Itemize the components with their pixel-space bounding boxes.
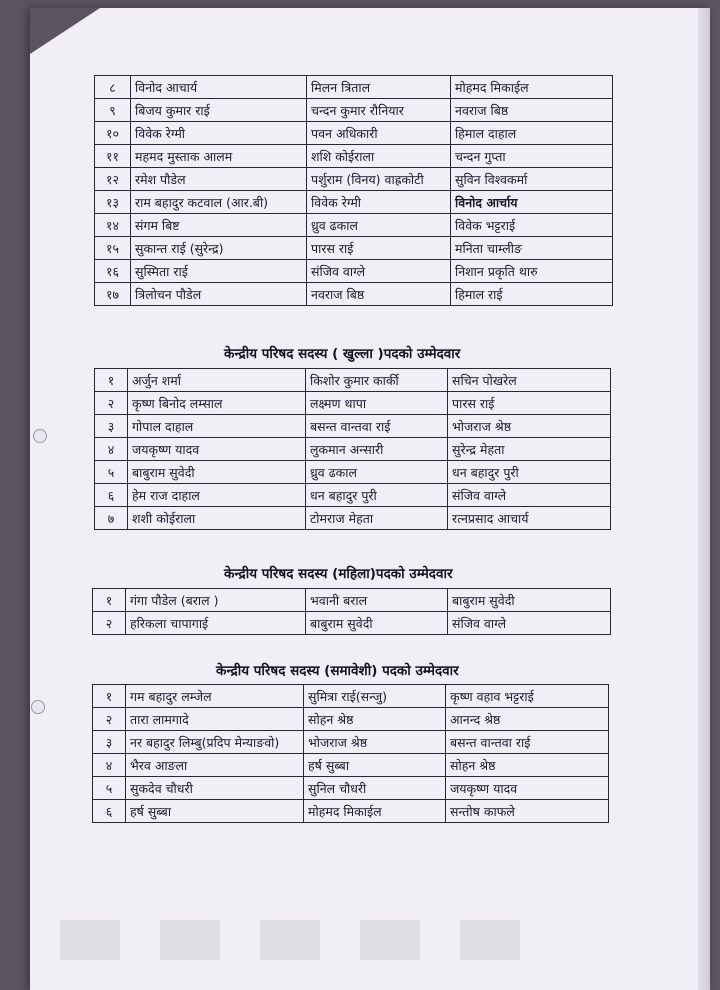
table-row xyxy=(95,283,613,306)
candidate-name: विवेक रेग्मी xyxy=(307,191,451,214)
section-heading-women: केन्द्रीय परिषद सदस्य (महिला)पदको उम्मेदवार xyxy=(224,566,453,582)
serial-number: १५ xyxy=(95,237,131,260)
candidate-name: सोहन श्रेष्ठ xyxy=(446,754,609,777)
candidates-table-women xyxy=(92,588,611,635)
candidate-name: हर्ष सुब्बा xyxy=(126,800,304,823)
serial-number: ११ xyxy=(95,145,131,168)
candidate-name: हिमाल राई xyxy=(451,283,613,306)
candidate-name: नवराज बिष्ठ xyxy=(451,99,613,122)
table-row xyxy=(95,438,611,461)
table-row xyxy=(95,369,611,392)
table-row xyxy=(95,237,613,260)
candidate-name: लुकमान अन्सारी xyxy=(306,438,448,461)
candidate-name: किशोर कुमार कार्की xyxy=(306,369,448,392)
candidate-name: हरिकला चापागाई xyxy=(126,612,306,635)
serial-number: १६ xyxy=(95,260,131,283)
candidate-name: बसन्त वान्तवा राई xyxy=(306,415,448,438)
candidate-name: नवराज बिष्ठ xyxy=(307,283,451,306)
candidate-name: पर्शुराम (विनय) वाह्रकोटी xyxy=(307,168,451,191)
serial-number: ३ xyxy=(95,415,128,438)
candidate-name: बिजय कुमार राई xyxy=(131,99,307,122)
candidate-name: पारस राई xyxy=(448,392,611,415)
table-row xyxy=(93,685,609,708)
candidate-name: पारस राई xyxy=(307,237,451,260)
serial-number: ६ xyxy=(95,484,128,507)
table-row xyxy=(95,122,613,145)
serial-number: १७ xyxy=(95,283,131,306)
bleed-through-text xyxy=(60,920,560,960)
candidate-name: सुनिल चौधरी xyxy=(304,777,446,800)
candidate-name: ध्रुव ढकाल xyxy=(307,214,451,237)
candidate-name: नर बहादुर लिम्बु(प्रदिप मेन्याङवो) xyxy=(126,731,304,754)
candidate-name: आनन्द श्रेष्ठ xyxy=(446,708,609,731)
candidate-name: पवन अधिकारी xyxy=(307,122,451,145)
candidate-name: गम बहादुर लम्जेल xyxy=(126,685,304,708)
candidate-name: चन्दन गुप्ता xyxy=(451,145,613,168)
punch-hole-upper xyxy=(33,429,47,443)
table-row xyxy=(95,260,613,283)
table-row xyxy=(95,99,613,122)
candidate-name: राम बहादुर कटवाल (आर.बी) xyxy=(131,191,307,214)
table-row xyxy=(93,777,609,800)
candidate-name: शशी कोईराला xyxy=(128,507,306,530)
candidate-name: चन्दन कुमार रौनियार xyxy=(307,99,451,122)
candidate-name: निशान प्रकृति थारु xyxy=(451,260,613,283)
table-row xyxy=(93,754,609,777)
table-row xyxy=(95,168,613,191)
serial-number: १० xyxy=(95,122,131,145)
table-row xyxy=(93,612,611,635)
serial-number: ४ xyxy=(93,754,126,777)
candidate-name: रमेश पौडेल xyxy=(131,168,307,191)
candidate-name: जयकृष्ण यादव xyxy=(446,777,609,800)
serial-number: २ xyxy=(93,612,126,635)
candidates-table-inclusive xyxy=(92,684,609,823)
candidate-name: कृष्ण वहाव भट्टराई xyxy=(446,685,609,708)
candidate-name: तारा लामगादे xyxy=(126,708,304,731)
candidate-name: धन बहादुर पुरी xyxy=(448,461,611,484)
serial-number: २ xyxy=(93,708,126,731)
table-row xyxy=(93,708,609,731)
table-row xyxy=(95,461,611,484)
candidate-name: विवेक भट्टराई xyxy=(451,214,613,237)
serial-number: ५ xyxy=(95,461,128,484)
serial-number: १३ xyxy=(95,191,131,214)
candidate-name: सुकदेव चौधरी xyxy=(126,777,304,800)
serial-number: १२ xyxy=(95,168,131,191)
candidate-name: सुरेन्द्र मेहता xyxy=(448,438,611,461)
candidate-name: सुमित्रा राई(सन्जु) xyxy=(304,685,446,708)
candidate-name: शशि कोईराला xyxy=(307,145,451,168)
candidate-name: संगम बिष्ट xyxy=(131,214,307,237)
candidate-name: संजिव वाग्ले xyxy=(307,260,451,283)
candidate-name: गोपाल दाहाल xyxy=(128,415,306,438)
serial-number: ६ xyxy=(93,800,126,823)
candidate-name: हर्ष सुब्बा xyxy=(304,754,446,777)
table-row xyxy=(95,507,611,530)
table-row xyxy=(95,191,613,214)
table-row xyxy=(93,800,609,823)
candidate-name: बसन्त वान्तवा राई xyxy=(446,731,609,754)
candidate-name: बाबुराम सुवेदी xyxy=(306,612,448,635)
table-row xyxy=(95,415,611,438)
candidate-name: संजिव वाग्ले xyxy=(448,484,611,507)
candidate-name: भोजराज श्रेष्ठ xyxy=(448,415,611,438)
candidate-name: जयकृष्ण यादव xyxy=(128,438,306,461)
candidate-name: विनोद आचार्य xyxy=(131,76,307,99)
candidate-name: मोहमद मिकाईल xyxy=(304,800,446,823)
candidate-name: गंगा पौडेल (बराल ) xyxy=(126,589,306,612)
candidate-name: त्रिलोचन पौडेल xyxy=(131,283,307,306)
candidate-name: रत्नप्रसाद आचार्य xyxy=(448,507,611,530)
candidates-table-continued xyxy=(94,75,613,306)
candidate-name: ध्रुव ढकाल xyxy=(306,461,448,484)
table-row xyxy=(95,484,611,507)
candidate-name: सुकान्त राई (सुरेन्द्र) xyxy=(131,237,307,260)
candidate-name: बाबुराम सुवेदी xyxy=(448,589,611,612)
table-row xyxy=(93,589,611,612)
serial-number: १ xyxy=(93,589,126,612)
candidate-name: सन्तोष काफले xyxy=(446,800,609,823)
candidate-name: विवेक रेग्मी xyxy=(131,122,307,145)
section-heading-open: केन्द्रीय परिषद सदस्य ( खुल्ला )पदको उम्मेदवार xyxy=(224,346,461,362)
candidate-name: हेम राज दाहाल xyxy=(128,484,306,507)
candidate-name: सुस्मिता राई xyxy=(131,260,307,283)
serial-number: २ xyxy=(95,392,128,415)
table-row xyxy=(93,731,609,754)
table-row xyxy=(95,145,613,168)
table-row xyxy=(95,392,611,415)
serial-number: १ xyxy=(95,369,128,392)
candidate-name: सुविन विश्वकर्मा xyxy=(451,168,613,191)
serial-number: ४ xyxy=(95,438,128,461)
folded-corner xyxy=(30,8,100,54)
candidate-name: टोमराज मेहता xyxy=(306,507,448,530)
section-heading-inclusive: केन्द्रीय परिषद सदस्य (समावेशी) पदको उम्मेदवार xyxy=(216,663,459,679)
serial-number: ८ xyxy=(95,76,131,99)
punch-hole-lower xyxy=(31,700,45,714)
candidate-name: धन बहादुर पुरी xyxy=(306,484,448,507)
candidate-name: मोहमद मिकाईल xyxy=(451,76,613,99)
candidate-name: मिलन त्रिताल xyxy=(307,76,451,99)
candidate-name: संजिव वाग्ले xyxy=(448,612,611,635)
candidate-name: लक्ष्मण थापा xyxy=(306,392,448,415)
table-row xyxy=(95,76,613,99)
candidate-name: कृष्ण बिनोद लम्साल xyxy=(128,392,306,415)
serial-number: १४ xyxy=(95,214,131,237)
candidate-name: हिमाल दाहाल xyxy=(451,122,613,145)
serial-number: १ xyxy=(93,685,126,708)
candidate-name: महमद मुस्ताक आलम xyxy=(131,145,307,168)
candidates-table-open xyxy=(94,368,611,530)
candidate-name: विनोद आर्चाय xyxy=(451,191,613,214)
page-edge xyxy=(698,8,710,990)
candidate-name: सचिन पोखरेल xyxy=(448,369,611,392)
candidate-name: भैरव आङला xyxy=(126,754,304,777)
serial-number: ७ xyxy=(95,507,128,530)
candidate-name: भोजराज श्रेष्ठ xyxy=(304,731,446,754)
table-row xyxy=(95,214,613,237)
serial-number: ३ xyxy=(93,731,126,754)
candidate-name: अर्जुन शर्मा xyxy=(128,369,306,392)
candidate-name: मनिता चाम्लीङ xyxy=(451,237,613,260)
candidate-name: भवानी बराल xyxy=(306,589,448,612)
candidate-name: बाबुराम सुवेदी xyxy=(128,461,306,484)
candidate-name: सोहन श्रेष्ठ xyxy=(304,708,446,731)
serial-number: ९ xyxy=(95,99,131,122)
serial-number: ५ xyxy=(93,777,126,800)
